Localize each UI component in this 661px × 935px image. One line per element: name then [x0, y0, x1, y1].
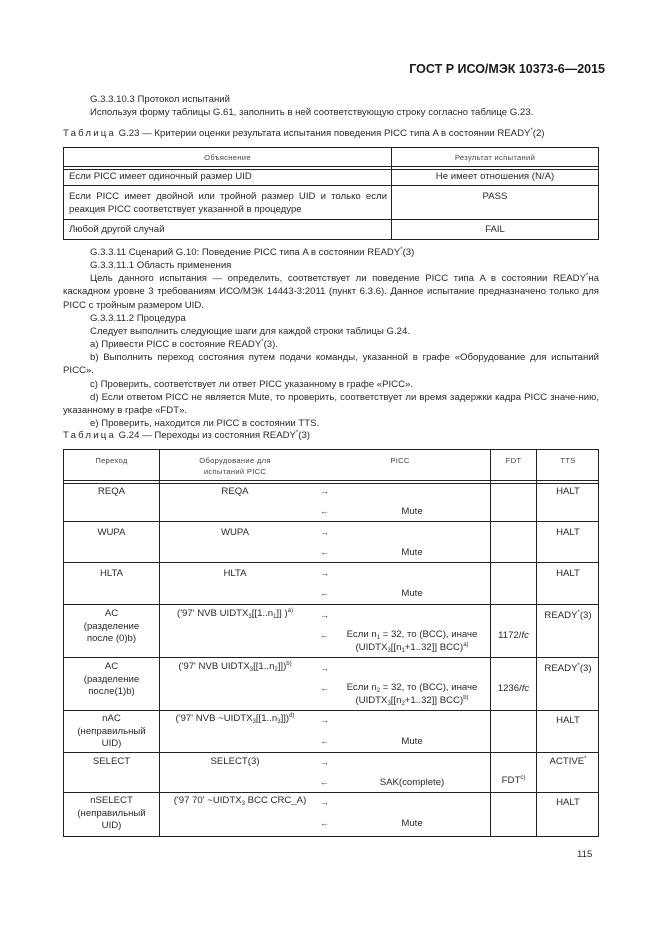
table-row-equipment: ('97 70' $\sim UIDTX_3$ BCC CRC_A): [173, 795, 307, 807]
arrow-right-icon: →: [320, 715, 329, 725]
table-row-picc: Если $n_2 = 32$, то (BCC), иначе ($UIDTX_3[[n_2+1..32]]$ BCC)$^{b)}$: [346, 682, 478, 707]
table-row-equipment: ('97' NVB $\sim UIDTX_3[[1..n_3]])^{d)}$: [175, 713, 295, 725]
table-row-tts: HALT: [556, 527, 580, 538]
table-row-tts: HALT: [556, 486, 580, 497]
table-row-equipment: HLTA: [223, 568, 247, 579]
column-divider: [536, 450, 537, 836]
arrow-right-icon: →: [320, 527, 329, 537]
table-g24: [63, 449, 599, 837]
table-row-transition: REQA: [97, 486, 126, 497]
section-title-g3311: G.3.3.11 Сценарий G.10: Поведение PICC типа A в состоянии READY*(3): [90, 247, 415, 258]
table-row-transition: nAC (неправильный UID): [77, 713, 146, 749]
table-row-result: Не имеет отношения (N/A): [435, 171, 555, 182]
arrow-right-icon: →: [320, 663, 329, 673]
table-row-picc: Mute: [401, 506, 423, 517]
table-row-equipment: SELECT(3): [210, 756, 260, 767]
row-divider: [64, 657, 598, 658]
table-row-picc: Если $n_1 = 32$, то (BCC), иначе ($UIDTX_3[[n_1+1..32]]$ BCC)$^{a)}$: [346, 629, 478, 654]
table-row-explanation: Любой другой случай: [69, 224, 165, 235]
table-row-picc: Mute: [401, 736, 423, 747]
scope-title: G.3.3.11.1 Область применения: [90, 260, 232, 271]
arrow-right-icon: →: [320, 757, 329, 767]
table-row-tts: HALT: [556, 568, 580, 579]
arrow-left-icon: ←: [320, 683, 329, 693]
table-row-equipment: REQA: [221, 486, 249, 497]
step-e: е) Проверить, находится ли PICC в состоянии TTS.: [90, 418, 320, 429]
arrow-left-icon: ←: [320, 736, 329, 746]
header-equipment-line2: испытаний PICC: [203, 467, 267, 476]
table-row-transition: WUPA: [97, 527, 126, 538]
row-divider: [64, 521, 598, 522]
arrow-left-icon: ←: [320, 818, 329, 828]
arrow-right-icon: →: [320, 568, 329, 578]
table-row-result: PASS: [482, 191, 508, 202]
section-title-g33103: G.3.3.10.3 Протокол испытаний: [90, 94, 231, 105]
column-divider: [159, 450, 160, 836]
row-divider: [64, 710, 598, 711]
header-transition: Переход: [95, 456, 128, 465]
arrow-left-icon: ←: [320, 588, 329, 598]
header-equipment-line1: Оборудование для: [199, 456, 271, 465]
table-row-fdt: FDT$^{c)}$: [501, 775, 526, 786]
table-row-transition: AC (разделение после (0)b): [83, 608, 140, 644]
table-row-transition: SELECT: [92, 756, 131, 767]
table-row-equipment: WUPA: [220, 527, 250, 538]
table-row-picc: SAK(complete): [379, 777, 445, 788]
table-row-transition: nSELECT (неправильный UID): [77, 795, 146, 831]
header-result: Результат испытаний: [454, 153, 536, 162]
arrow-right-icon: →: [320, 486, 329, 496]
arrow-left-icon: ←: [320, 630, 329, 640]
table-row-tts: READY*(3): [544, 663, 592, 674]
table-row-equipment: ('97' NVB $UIDTX_3[[1..n_2]])^{b)}$: [178, 661, 292, 673]
header-tts: TTS: [560, 456, 576, 465]
table-row-picc: Mute: [401, 588, 423, 599]
arrow-left-icon: ←: [320, 777, 329, 787]
row-divider: [64, 792, 598, 793]
step-c: с) Проверить, соответствует ли ответ PICC указанному в графе «PICC».: [90, 379, 414, 390]
table-row-tts: READY*(3): [544, 610, 592, 621]
arrow-right-icon: →: [320, 797, 329, 807]
table-row-fdt: 1172/fc: [498, 630, 529, 641]
table-row-transition: HLTA: [99, 568, 124, 579]
row-divider: [64, 752, 598, 753]
table-row-transition: AC (разделение после(1)b): [83, 661, 140, 697]
table-row-fdt: 1236/fc: [497, 683, 530, 694]
page-number: 115: [577, 849, 593, 860]
table-row-explanation: Если PICC имеет двойной или тройной размер UID и только если реакция PICC соответствует указанной в процедуре: [69, 191, 387, 215]
arrow-left-icon: ←: [320, 547, 329, 557]
step-b: b) Выполнить переход состояния путем подачи команды, указанной в графе «Оборудование для испытаний PICC».: [63, 352, 599, 377]
header-divider: [64, 480, 598, 484]
row-divider: [64, 219, 598, 220]
table-row-tts: HALT: [556, 715, 580, 726]
header-explanation: Объяснение: [204, 153, 251, 162]
table-g24-caption: Таблица G.24 — Переходы из состояния READY*(3): [63, 430, 310, 441]
procedure-title: G.3.3.11.2 Процедура: [90, 313, 186, 324]
table-row-explanation: Если PICC имеет одиночный размер UID: [69, 171, 252, 182]
table-row-equipment: ('97' NVB $UIDTX_3[[1..n_1]]$ )$^{a)}$: [177, 608, 293, 620]
row-divider: [64, 185, 598, 186]
arrow-left-icon: ←: [320, 506, 329, 516]
step-a: а) Привести PICC в состояние READY*(3).: [90, 339, 278, 350]
table-row-picc: Mute: [401, 818, 423, 829]
header-fdt: FDT: [505, 456, 522, 465]
table-row-picc: Mute: [401, 547, 423, 558]
section-text-g33103: Используя форму таблицы G.61, заполнить в ней соответствующую строку согласно таблице G.23.: [90, 107, 534, 118]
table-row-tts: ACTIVE*: [549, 756, 587, 767]
table-row-tts: HALT: [556, 797, 580, 808]
row-divider: [64, 562, 598, 563]
table-row-result: FAIL: [485, 224, 505, 235]
scope-text: Цель данного испытания — определить, соответствует ли поведение PICC типа A в состоянии READY*на каскадном уровне 3 требованиям ИСО/МЭК 14443-3:2011 (пункт 6.3.6). Данное испытание предназначено только для PICC с тройным размером UID.: [63, 273, 599, 311]
arrow-right-icon: →: [320, 610, 329, 620]
row-divider: [64, 604, 598, 605]
table-g23: [63, 147, 599, 240]
header-divider: [64, 166, 598, 170]
header-picc: PICC: [390, 456, 410, 465]
procedure-intro: Следует выполнить следующие шаги для каждой строки таблицы G.24.: [90, 326, 410, 337]
table-g23-caption: Таблица G.23 — Критерии оценки результата испытания поведения PICC типа A в состоянии READY*(2): [63, 128, 545, 139]
step-d: d) Если ответом PICC не является Mute, то проверить, соответствует ли время задержки кадра PICC значе-нию, указанному в графе «FDT».: [63, 392, 599, 417]
document-id: ГОСТ Р ИСО/МЭК 10373-6—2015: [409, 62, 605, 76]
